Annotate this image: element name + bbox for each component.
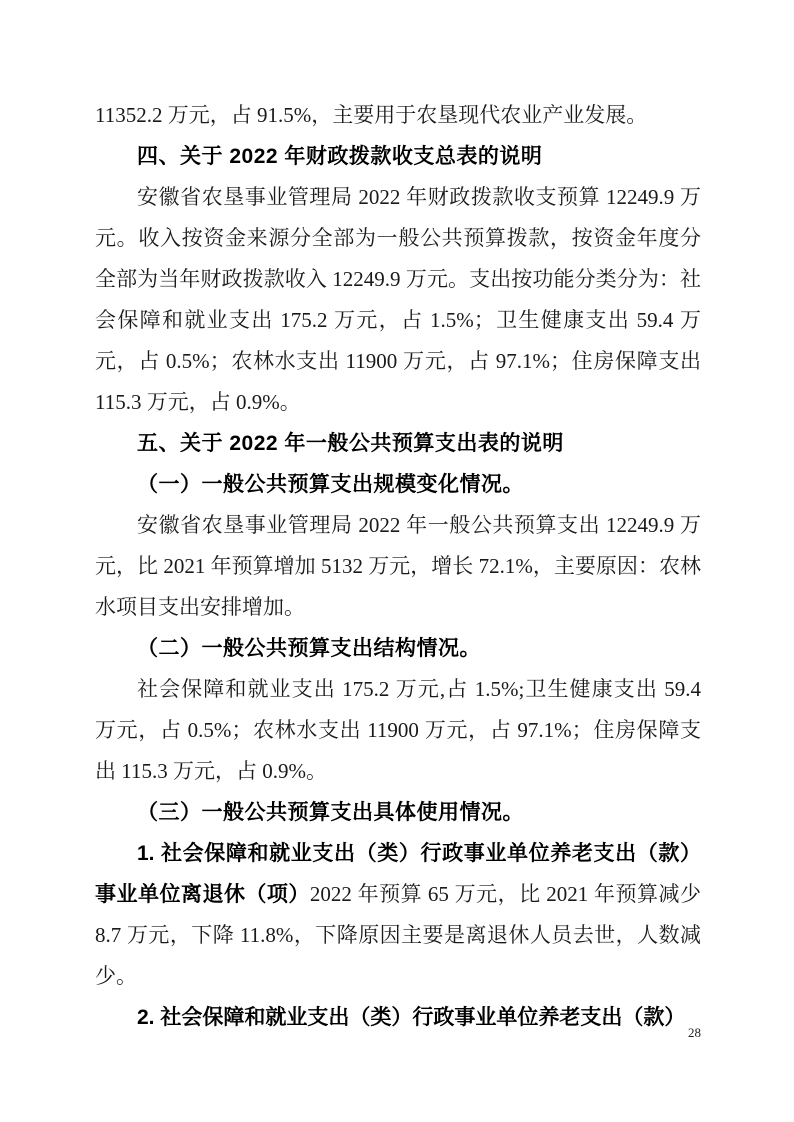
document-page — [95, 95, 701, 1038]
numbered-item-1-text: 2022 年预算 65 万元，比 2021 年预算减少 8.7 万元，下降 11.8%，下降原因主要是离退休人员去世，人数减少。 — [95, 882, 702, 988]
section-heading-5: 五、关于 2022 年一般公共预算支出表的说明 — [137, 432, 564, 455]
numbered-item-1 — [95, 833, 701, 997]
numbered-item-2-lead: 2. 社会保障和就业支出（类）行政事业单位养老支出（款） — [137, 1006, 686, 1029]
page-number: 28 — [688, 1025, 701, 1040]
subsection-heading-2-structure: （二）一般公共预算支出结构情况。 — [137, 636, 481, 660]
numbered-item-1-lead: 1. 社会保障和就业支出（类）行政事业单位养老支出（款）事业单位离退休（项） — [95, 842, 701, 906]
paragraph-subsection-1: 安徽省农垦事业管理局 2022 年一般公共预算支出 12249.9 万元，比 2021 年预算增加 5132 万元，增长 72.1%，主要原因：农林水项目支出安排增加。 — [95, 513, 701, 619]
subsection-heading-1-scale-change: （一）一般公共预算支出规模变化情况。 — [137, 472, 524, 496]
section-heading-4: 四、关于 2022 年财政拨款收支总表的说明 — [137, 145, 543, 168]
paragraph-subsection-2: 社会保障和就业支出 175.2 万元,占 1.5%;卫生健康支出 59.4 万元，占 0.5%；农林水支出 11900 万元，占 97.1%；住房保障支出 115.3 万元，占 0.9%。 — [95, 677, 701, 783]
subsection-heading-3-specific-usage: （三）一般公共预算支出具体使用情况。 — [137, 800, 524, 824]
paragraph-carryover: 11352.2 万元，占 91.5%，主要用于农垦现代农业产业发展。 — [95, 103, 648, 127]
paragraph-section4-fiscal-appropriation: 安徽省农垦事业管理局 2022 年财政拨款收支预算 12249.9 万元。收入按资金来源分全部为一般公共预算拨款，按资金年度分全部为当年财政拨款收入 12249.9 万元。支出按功能分类分为：社会保障和就业支出 175.2 万元，占 1.5%；卫生健康支出 59.4 万元，占 0.5%；农林水支出 11900 万元，占 97.1%；住房保障支出 115.3 万元，占 0.9%。 — [95, 185, 701, 414]
